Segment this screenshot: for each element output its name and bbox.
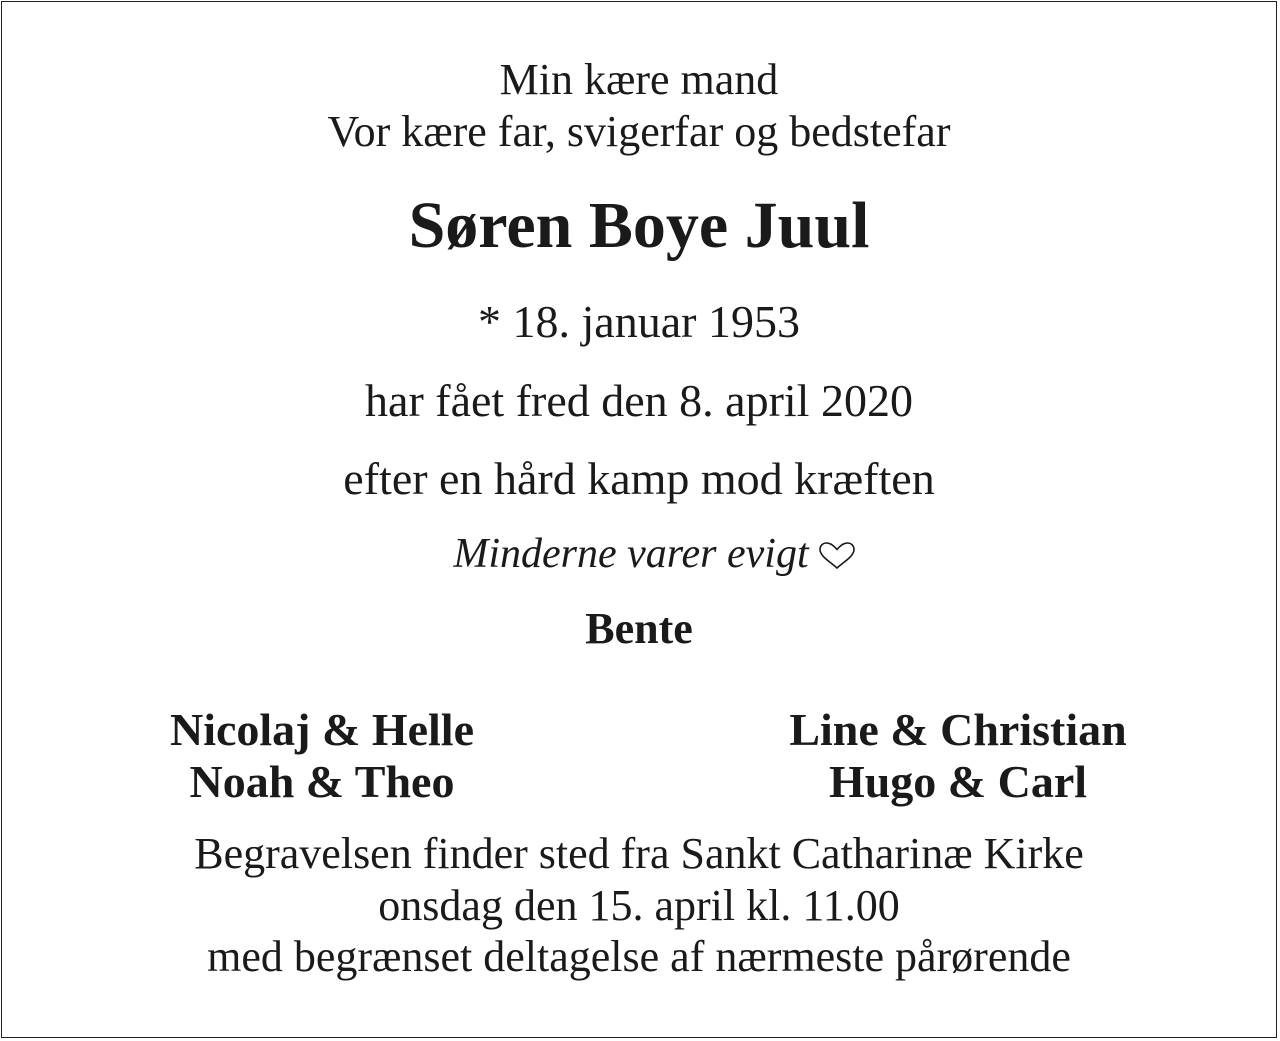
family-left-line-1: Nicolaj & Helle [169,704,474,755]
family-right-line-1: Line & Christian [789,704,1127,755]
spouse-name: Bente [585,604,693,653]
death-date: har fået fred den 8. april 2020 [365,375,913,426]
funeral-line-3: med begrænset deltagelse af nærmeste pårørende [207,932,1071,981]
family-right [738,704,1178,808]
family-left-line-2: Noah & Theo [189,756,455,807]
obituary-notice [1,1,1277,1038]
family-left [122,704,522,808]
deceased-name: Søren Boye Juul [408,189,870,262]
motto-text: Minderne varer evigt [453,531,809,577]
birth-date: * 18. januar 1953 [478,296,800,347]
intro-line-1: Min kære mand [499,55,779,104]
cause-line: efter en hård kamp mod kræften [343,453,935,504]
intro-line-2: Vor kære far, svigerfar og bedstefar [327,107,951,156]
funeral-line-1: Begravelsen finder sted fra Sankt Catharinæ Kirke [194,829,1084,878]
motto-line [2,528,1276,580]
funeral-line-2: onsdag den 15. april kl. 11.00 [378,881,900,930]
family-right-line-2: Hugo & Carl [828,756,1088,807]
heart-outline-icon [817,532,857,562]
